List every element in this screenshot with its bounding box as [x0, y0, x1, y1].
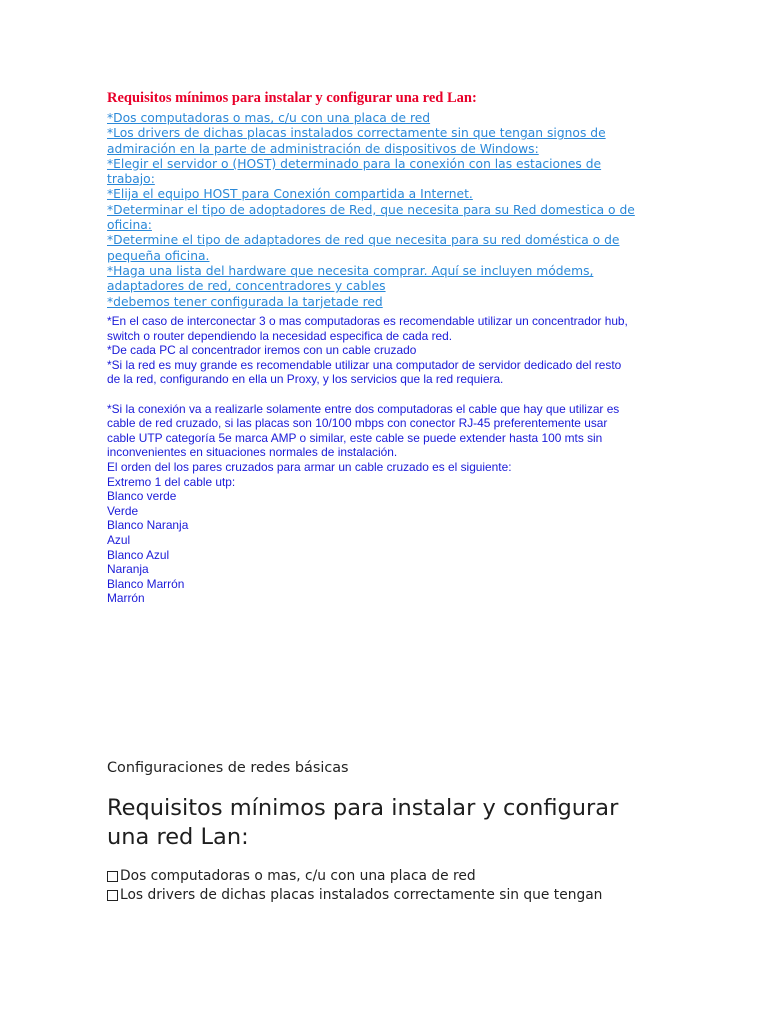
page-heading [107, 794, 667, 852]
note-line: inconvenientes en situaciones normales de instalación. [107, 445, 398, 460]
cable-color-item: Blanco Marrón [107, 576, 185, 591]
list-item-text: Dos computadoras o mas, c/u con una placa de red [120, 868, 476, 884]
cable-color-item: Naranja [107, 562, 149, 577]
cable-color-item: Verde [107, 503, 139, 518]
link-line[interactable]: oficina: [107, 218, 152, 233]
note-line: switch o router dependiendo la necesidad especifica de cada red. [107, 328, 453, 343]
link-line[interactable]: *Determinar el tipo de adoptadores de Red, que necesita para su Red domestica o de [107, 202, 635, 217]
link-line[interactable]: *debemos tener configurada la tarjetade red [107, 294, 383, 309]
note-line: El orden del los pares cruzados para armar un cable cruzado es el siguiente: [107, 459, 512, 474]
checkbox-list [107, 867, 707, 905]
cable-color-item: Blanco Azul [107, 547, 170, 562]
link-line[interactable]: admiración en la parte de administración de dispositivos de Windows: [107, 141, 539, 156]
link-line[interactable]: *Dos computadoras o mas, c/u con una placa de red [107, 111, 431, 125]
link-line[interactable]: *Los drivers de dichas placas instalados correctamente sin que tengan signos de [107, 126, 606, 141]
link-line[interactable]: *Determine el tipo de adaptadores de red que necesita para su red doméstica o de [107, 233, 620, 248]
note-line: cable UTP categoría 5e marca AMP o similar, este cable se puede extender hasta 100 mts sin [107, 430, 603, 445]
checkbox-icon [107, 890, 118, 901]
note-line: *En el caso de interconectar 3 o mas computadoras es recomendable utilizar un concentrador hub, [107, 314, 628, 328]
requirements-links [107, 111, 667, 310]
note-line: *Si la conexión va a realizarle solamente entre dos computadoras el cable que hay que utilizar es [107, 401, 620, 416]
sub-heading: Configuraciones de redes básicas [107, 760, 349, 776]
list-item [107, 867, 707, 886]
note-line: *Si la red es muy grande es recomendable utilizar una computador de servidor dedicado del resto [107, 357, 622, 372]
section-title: Requisitos mínimos para instalar y configurar una red Lan: [107, 90, 477, 106]
link-line[interactable]: *Haga una lista del hardware que necesita comprar. Aquí se incluyen módems, [107, 263, 594, 278]
link-line[interactable]: *Elija el equipo HOST para Conexión compartida a Internet. [107, 187, 473, 202]
cable-color-item: Marrón [107, 591, 145, 606]
paragraph-gap [107, 387, 667, 402]
list-item [107, 886, 707, 905]
link-line[interactable]: pequeña oficina. [107, 248, 210, 263]
network-notes [107, 314, 667, 606]
note-line: de la red, configurando en ella un Proxy, y los servicios que la red requiera. [107, 372, 504, 387]
checkbox-icon [107, 871, 118, 882]
link-line[interactable]: trabajo: [107, 172, 155, 187]
cable-color-item: Azul [107, 532, 131, 547]
note-line: cable de red cruzado, si las placas son 10/100 mbps con conector RJ-45 preferentemente usar [107, 416, 608, 431]
link-line[interactable]: adaptadores de red, concentradores y cables [107, 279, 386, 294]
cable-color-item: Blanco verde [107, 489, 177, 504]
note-line: *De cada PC al concentrador iremos con un cable cruzado [107, 343, 417, 358]
heading-line: una red Lan: [107, 824, 249, 850]
note-line: Extremo 1 del cable utp: [107, 474, 236, 489]
heading-line: Requisitos mínimos para instalar y configurar [107, 795, 619, 821]
cable-color-item: Blanco Naranja [107, 518, 189, 533]
link-line[interactable]: *Elegir el servidor o (HOST) determinado para la conexión con las estaciones de [107, 156, 602, 171]
list-item-text: Los drivers de dichas placas instalados correctamente sin que tengan [120, 887, 603, 903]
